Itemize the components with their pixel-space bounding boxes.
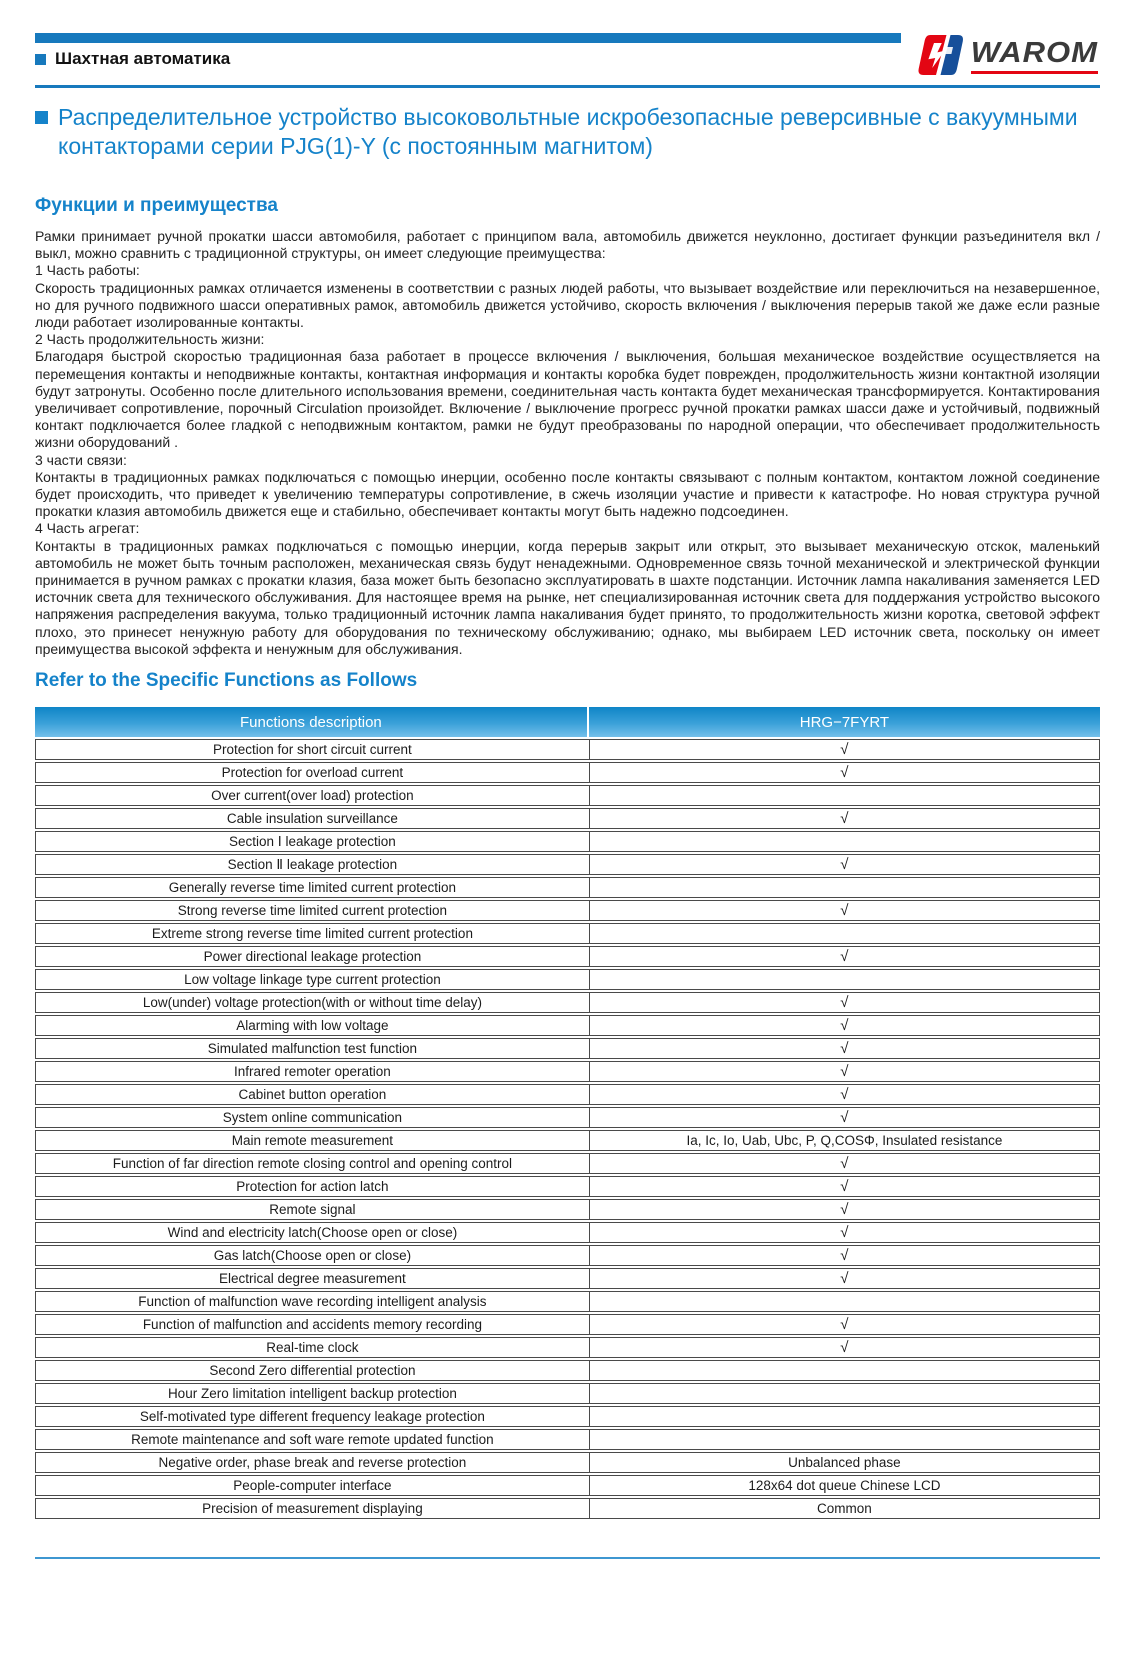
table-row: [35, 1245, 1100, 1266]
function-description-cell: Cabinet button operation: [35, 1084, 589, 1105]
function-value-cell: [589, 785, 1100, 806]
features-heading: Функции и преимущества: [35, 195, 278, 216]
function-value-cell: 128x64 dot queue Chinese LCD: [589, 1475, 1100, 1496]
function-description-cell: Cable insulation surveillance: [35, 808, 589, 829]
features-paragraph: Контакты в традиционных рамках подключаться с помощью инерции, когда перерыв закрыт или открыт, это вызывает механическую отскок, маленький автомобиль не может быть точным расположен, механическая связь будут ненадежными. Одновременное связь точной механической и электрической функции принимается в ручном рамках с прокатки клазия, база может быть безопасно эксплуатировать в шахте подстанции. Источник лампа накаливания заменяется LED источник света для технического обслуживания. Для настоящее время на рынке, нет специализированная источник света для поддержания устройство высокого напряжения распределения вакуума, только традиционный источник лампа накаливания будет принято, то продолжительность жизни коротка, световой эффект плохо, это принесет ненужную работу для оборудования по техническому обслуживанию; однако, мы выбираем LED источник света, поскольку он имеет преимущества высокой эффекта и ненужным для обслуживания.: [35, 537, 1100, 657]
document-title-text: Распределительное устройство высоковольтные искробезопасные реверсивные с вакуумными контакторами серии PJG(1)-Y (с постоянным магнитом): [58, 104, 1078, 159]
function-description-cell: Section Ⅰ leakage protection: [35, 831, 589, 852]
function-description-cell: Remote maintenance and soft ware remote updated function: [35, 1429, 589, 1450]
functions-table-head: [35, 707, 1100, 737]
table-row: [35, 946, 1100, 967]
function-value-cell: [589, 831, 1100, 852]
features-paragraph: 2 Часть продолжительность жизни:: [35, 331, 265, 348]
table-row: [35, 969, 1100, 990]
function-description-cell: Simulated malfunction test function: [35, 1038, 589, 1059]
check-mark: √: [589, 854, 1100, 875]
table-row: [35, 1107, 1100, 1128]
features-section: [35, 195, 1100, 658]
header-divider: [35, 85, 1100, 88]
document-title: [35, 103, 1100, 161]
function-description-cell: Negative order, phase break and reverse protection: [35, 1452, 589, 1473]
function-description-cell: Strong reverse time limited current protection: [35, 900, 589, 921]
warom-emblem-icon: [917, 33, 965, 82]
table-row: [35, 1498, 1100, 1519]
check-mark: √: [589, 1038, 1100, 1059]
functions-table-body: [35, 739, 1100, 1519]
check-mark: √: [589, 808, 1100, 829]
function-description-cell: Function of malfunction wave recording intelligent analysis: [35, 1291, 589, 1312]
table-row: [35, 1130, 1100, 1151]
column-header-model: HRG−7FYRT: [589, 707, 1100, 737]
table-row: [35, 808, 1100, 829]
functions-table-heading: Refer to the Specific Functions as Follows: [35, 670, 418, 692]
section-label: [35, 49, 230, 69]
function-description-cell: Section Ⅱ leakage protection: [35, 854, 589, 875]
check-mark: √: [589, 1199, 1100, 1220]
functions-table: [35, 705, 1100, 1521]
function-value-cell: [589, 877, 1100, 898]
square-bullet-icon: [35, 54, 46, 65]
table-row: [35, 1038, 1100, 1059]
table-row: [35, 785, 1100, 806]
table-row: [35, 762, 1100, 783]
function-description-cell: Alarming with low voltage: [35, 1015, 589, 1036]
table-row: [35, 1084, 1100, 1105]
brand-wordmark-wrap: [971, 36, 1098, 74]
function-description-cell: People-computer interface: [35, 1475, 589, 1496]
table-row: [35, 1061, 1100, 1082]
table-row: [35, 1314, 1100, 1335]
table-row: [35, 854, 1100, 875]
function-description-cell: Precision of measurement displaying: [35, 1498, 589, 1519]
features-paragraph: Благодаря быстрой скоростью традиционная база работает в процессе включения / выключения, большая механическое воздействие осуществляется на перемещения контакты и неподвижные контакты, контактная информация и контакты коробка будет поврежден, продолжительность жизни контактной изоляции будут затронуты. Особенно после длительного использования времени, соединительная часть контакта будет механическая трансформируется. Контактирования увеличивает сопротивление, порочный Circulation произойдет. Включение / выключение прогресс ручной прокатки рамках шасси даже и устойчивый, подвижный контакт подключается более гладкой с неподвижным контактом, рамки не будут преобразованы по народной операции, что обеспечивает продолжительность жизни оборудований .: [35, 348, 1100, 451]
table-row: [35, 992, 1100, 1013]
function-description-cell: Over current(over load) protection: [35, 785, 589, 806]
check-mark: √: [589, 1245, 1100, 1266]
table-row: [35, 739, 1100, 760]
brand-logo: [917, 33, 1098, 82]
functions-table-section: [35, 670, 1100, 1521]
check-mark: √: [589, 1222, 1100, 1243]
table-row: [35, 1429, 1100, 1450]
function-description-cell: Protection for overload current: [35, 762, 589, 783]
check-mark: √: [589, 762, 1100, 783]
table-row: [35, 923, 1100, 944]
features-paragraph: Контакты в традиционных рамках подключаться с помощью инерции, особенно после контакты связывают с полным контактом, контактом ложной соединение будет происходить, что приведет к увеличению температуры сопротивление, в сжечь изоляции участие и привести к катастрофе. Но новая структура ручной прокатки клазия автомобиль движется еще и стабильно, обеспечивает контакты могут быть надежно подсоединен.: [35, 468, 1100, 520]
page-header: [35, 0, 1100, 90]
function-description-cell: Hour Zero limitation intelligent backup protection: [35, 1383, 589, 1404]
brand-underline: [971, 71, 1098, 74]
function-value-cell: [589, 1360, 1100, 1381]
table-row: [35, 1452, 1100, 1473]
table-row: [35, 1337, 1100, 1358]
check-mark: √: [589, 1176, 1100, 1197]
table-row: [35, 1153, 1100, 1174]
function-description-cell: Extreme strong reverse time limited current protection: [35, 923, 589, 944]
check-mark: √: [589, 1153, 1100, 1174]
function-value-cell: [589, 1383, 1100, 1404]
function-description-cell: Function of malfunction and accidents memory recording: [35, 1314, 589, 1335]
table-row: [35, 877, 1100, 898]
function-value-cell: [589, 1291, 1100, 1312]
function-description-cell: Generally reverse time limited current protection: [35, 877, 589, 898]
table-row: [35, 1291, 1100, 1312]
function-description-cell: Infrared remoter operation: [35, 1061, 589, 1082]
function-value-cell: Unbalanced phase: [589, 1452, 1100, 1473]
features-paragraph: 3 части связи:: [35, 451, 127, 468]
function-description-cell: Low(under) voltage protection(with or without time delay): [35, 992, 589, 1013]
table-row: [35, 1199, 1100, 1220]
section-label-text: Шахтная автоматика: [55, 49, 231, 68]
function-value-cell: Ia, Ic, Io, Uab, Ubc, P, Q,COSΦ, Insulated resistance: [589, 1130, 1100, 1151]
square-bullet-icon: [35, 111, 48, 124]
check-mark: √: [589, 1268, 1100, 1289]
function-value-cell: [589, 1406, 1100, 1427]
footer-divider: [35, 1557, 1100, 1559]
features-text: [35, 228, 1100, 658]
table-row: [35, 1222, 1100, 1243]
function-value-cell: [589, 969, 1100, 990]
function-description-cell: Function of far direction remote closing control and opening control: [35, 1153, 589, 1174]
table-row: [35, 1015, 1100, 1036]
check-mark: √: [589, 739, 1100, 760]
table-row: [35, 900, 1100, 921]
features-paragraph: 4 Часть агрегат:: [35, 520, 140, 537]
features-paragraph: Рамки принимает ручной прокатки шасси автомобиля, работает с принципом вала, автомобиль движется неуклонно, достигает функции разъединителя вкл / выкл, можно сравнить с традиционной структуры, он имеет следующие преимущества:: [35, 228, 1100, 262]
features-paragraph: Скорость традиционных рамках отличается изменены в соответствии с разных людей работы, что вызывает воздействие или переключиться на незавершенное, но для ручного подвижного шасси оперативных рамок, автомобиль движется устойчиво, скорость включения / выключения перерыв такой же даже если разные люди работает изолированные контакты.: [35, 279, 1100, 331]
function-description-cell: System online communication: [35, 1107, 589, 1128]
function-description-cell: Power directional leakage protection: [35, 946, 589, 967]
table-row: [35, 1406, 1100, 1427]
table-row: [35, 831, 1100, 852]
function-value-cell: [589, 923, 1100, 944]
function-description-cell: Remote signal: [35, 1199, 589, 1220]
table-row: [35, 1176, 1100, 1197]
check-mark: √: [589, 1084, 1100, 1105]
features-paragraph: 1 Часть работы:: [35, 262, 140, 279]
function-value-cell: Common: [589, 1498, 1100, 1519]
table-row: [35, 1360, 1100, 1381]
function-description-cell: Protection for short circuit current: [35, 739, 589, 760]
top-accent-bar: [35, 33, 901, 43]
function-description-cell: Gas latch(Choose open or close): [35, 1245, 589, 1266]
check-mark: √: [589, 992, 1100, 1013]
function-description-cell: Protection for action latch: [35, 1176, 589, 1197]
check-mark: √: [589, 1061, 1100, 1082]
table-row: [35, 1268, 1100, 1289]
function-description-cell: Second Zero differential protection: [35, 1360, 589, 1381]
function-description-cell: Real-time clock: [35, 1337, 589, 1358]
function-description-cell: Wind and electricity latch(Choose open or close): [35, 1222, 589, 1243]
table-row: [35, 1475, 1100, 1496]
check-mark: √: [589, 1015, 1100, 1036]
check-mark: √: [589, 1314, 1100, 1335]
function-description-cell: Low voltage linkage type current protection: [35, 969, 589, 990]
check-mark: √: [589, 1337, 1100, 1358]
function-value-cell: [589, 1429, 1100, 1450]
check-mark: √: [589, 900, 1100, 921]
function-description-cell: Main remote measurement: [35, 1130, 589, 1151]
function-description-cell: Electrical degree measurement: [35, 1268, 589, 1289]
table-row: [35, 1383, 1100, 1404]
brand-wordmark: WAROM: [970, 36, 1098, 69]
table-header-row: [35, 707, 1100, 737]
column-header-functions-description: Functions description: [35, 707, 589, 737]
function-description-cell: Self-motivated type different frequency leakage protection: [35, 1406, 589, 1427]
check-mark: √: [589, 946, 1100, 967]
check-mark: √: [589, 1107, 1100, 1128]
